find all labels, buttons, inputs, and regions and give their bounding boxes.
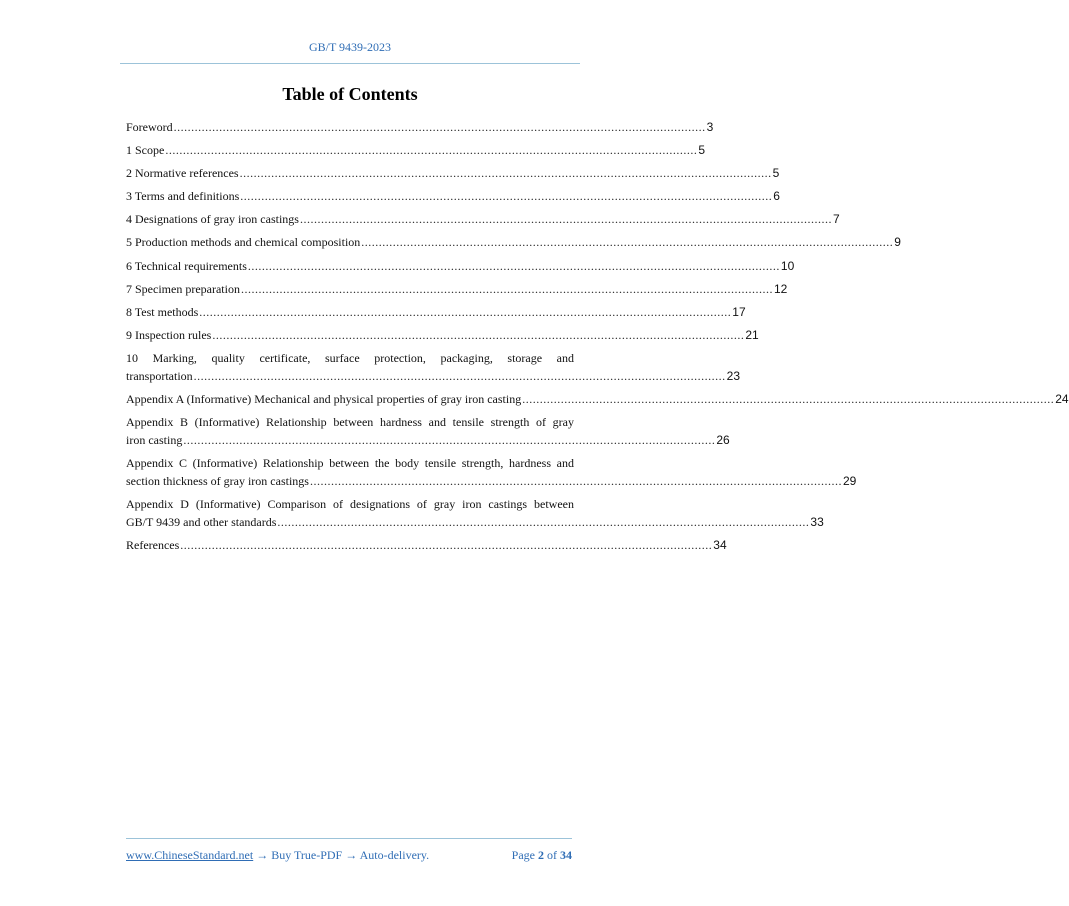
toc-entry-page: 10 (780, 258, 795, 273)
toc-entry-page: 33 (810, 515, 824, 530)
dot-leader: ........................................................................................................................................................ (165, 143, 698, 158)
toc-entry-terms-and-definitions[interactable] (126, 187, 780, 205)
footer-promo (126, 848, 429, 863)
toc-entry-text-line1: Appendix B (Informative) Relationship between hardness and tensile strength of gray (126, 415, 574, 430)
site-link[interactable]: www.ChineseStandard.net (126, 848, 254, 862)
arrow-right-icon: → (342, 848, 360, 862)
toc-entry-page: 3 (706, 120, 714, 134)
toc-entry-scope[interactable] (126, 141, 706, 159)
page-label: Page (511, 848, 535, 862)
toc-entry-text: 9 Inspection rules (126, 327, 212, 342)
toc-entry-appendix-d[interactable] (126, 495, 824, 531)
toc-entry-page: 6 (773, 189, 780, 204)
toc-entry-production-methods[interactable] (126, 233, 901, 251)
toc-entry-text: 2 Normative references (126, 166, 239, 181)
toc-entry-appendix-a[interactable] (126, 390, 1069, 408)
toc-entry-normative-references[interactable] (126, 164, 780, 182)
document-header-title: GB/T 9439-2023 (308, 40, 392, 54)
toc-entry-text: 5 Production methods and chemical composition (126, 235, 361, 250)
toc-title: Table of Contents (282, 84, 418, 104)
toc-entry-text-line1: 10 Marking, quality certificate, surface protection, packaging, storage and (126, 350, 574, 365)
dot-leader: ........................................................................................................................................................ (212, 327, 745, 342)
toc-entry-page: 34 (713, 538, 727, 553)
buy-true-pdf-link[interactable]: Buy True-PDF (271, 848, 343, 862)
header-divider (120, 63, 580, 64)
toc-entry-page: 5 (772, 166, 780, 181)
current-page: 2 (538, 848, 544, 862)
dot-leader: ........................................................................................................................................................ (309, 474, 842, 489)
toc-entry-text: 7 Specimen preparation (126, 281, 240, 296)
toc-entry-inspection-rules[interactable] (126, 326, 759, 344)
dot-leader: ........................................................................................................................................................ (240, 281, 773, 296)
auto-delivery-text: Auto-delivery. (359, 848, 430, 862)
toc-entry-text-line2: GB/T 9439 and other standards (126, 515, 277, 530)
toc-entry-text-line1: Appendix D (Informative) Comparison of designations of gray iron castings between (126, 497, 574, 512)
dot-leader: ........................................................................................................................................................ (239, 166, 772, 181)
toc-entry-text-line2: transportation (126, 368, 193, 383)
toc-entry-page: 23 (726, 368, 741, 383)
dot-leader: ........................................................................................................................................................ (173, 120, 706, 134)
toc-entry-appendix-b[interactable] (126, 413, 730, 449)
toc-entry-page: 5 (698, 143, 706, 158)
dot-leader: ........................................................................................................................................................ (522, 392, 1055, 407)
dot-leader: ........................................................................................................................................................ (240, 189, 773, 204)
toc-entry-page: 7 (832, 212, 840, 227)
toc-entry-appendix-c[interactable] (126, 454, 857, 490)
toc-entry-page: 12 (773, 281, 788, 296)
toc-entry-text: Foreword (126, 120, 173, 134)
toc-entry-text: 4 Designations of gray iron castings (126, 212, 299, 227)
of-label: of (547, 848, 557, 862)
toc-entry-text-line2: section thickness of gray iron castings (126, 474, 309, 489)
toc-entry-page: 26 (716, 433, 730, 448)
footer-divider (126, 838, 572, 839)
toc-entry-page: 21 (745, 327, 759, 342)
page-number (512, 848, 572, 863)
toc-entry-page: 29 (842, 474, 857, 489)
toc-entry-page: 9 (894, 235, 901, 250)
table-of-contents (126, 118, 1069, 560)
dot-leader: ........................................................................................................................................................ (299, 212, 832, 227)
toc-entry-text: 3 Terms and definitions (126, 189, 240, 204)
toc-entry-text: 8 Test methods (126, 304, 199, 319)
dot-leader: ........................................................................................................................................................ (180, 538, 713, 553)
toc-entry-text-line1: Appendix C (Informative) Relationship between the body tensile strength, hardness and (126, 456, 574, 471)
toc-entry-foreword[interactable] (126, 118, 714, 136)
toc-entry-marking[interactable] (126, 349, 741, 385)
toc-entry-text-line2: iron casting (126, 433, 183, 448)
arrow-right-icon: → (253, 848, 272, 862)
toc-entry-test-methods[interactable] (126, 303, 746, 321)
dot-leader: ........................................................................................................................................................ (247, 258, 780, 273)
toc-entry-text: References (126, 538, 180, 553)
toc-entry-references[interactable] (126, 536, 727, 554)
dot-leader: ........................................................................................................................................................ (361, 235, 894, 250)
toc-entry-page: 24 (1055, 392, 1069, 407)
toc-entry-text: 1 Scope (126, 143, 165, 158)
toc-entry-text: 6 Technical requirements (126, 258, 247, 273)
dot-leader: ........................................................................................................................................................ (193, 368, 726, 383)
dot-leader: ........................................................................................................................................................ (277, 515, 810, 530)
toc-entry-designations[interactable] (126, 210, 840, 228)
toc-entry-technical-requirements[interactable] (126, 257, 795, 275)
toc-entry-page: 17 (732, 304, 746, 319)
toc-entry-text: Appendix A (Informative) Mechanical and physical properties of gray iron casting (126, 392, 522, 407)
toc-entry-specimen-preparation[interactable] (126, 280, 788, 298)
dot-leader: ........................................................................................................................................................ (199, 304, 732, 319)
dot-leader: ........................................................................................................................................................ (183, 433, 716, 448)
total-pages: 34 (560, 848, 572, 862)
